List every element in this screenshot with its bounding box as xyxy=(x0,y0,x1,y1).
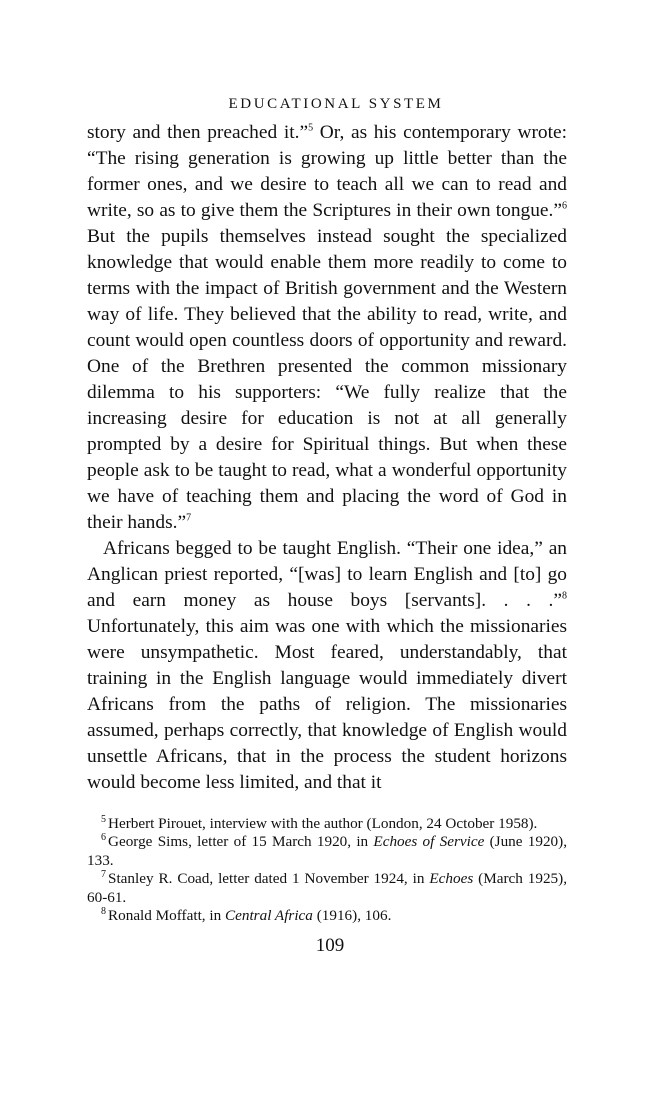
text-run: (March 1925), 60-61. xyxy=(87,870,567,906)
page-number: 109 xyxy=(315,935,345,957)
footnote-marker: 7 xyxy=(101,869,106,881)
footnote-reference: 5 xyxy=(308,122,314,134)
footnote-reference: 8 xyxy=(562,590,567,602)
text-run: (1916), 106. xyxy=(312,907,392,925)
text-run: (June 1920), 133. xyxy=(87,833,567,869)
text-run: Stanley R. Coad, letter dated 1 November 1924, in xyxy=(108,870,430,888)
body-text xyxy=(87,120,567,796)
text-run: Herbert Pirouet, interview with the author (London, 24 October 1958). xyxy=(108,815,538,832)
footnote-reference: 7 xyxy=(186,512,192,524)
footnote xyxy=(87,833,567,870)
footnote xyxy=(87,907,567,925)
italic-title: Echoes of Service xyxy=(373,833,485,851)
text-run: But the pupils themselves instead sought the specialized knowledge that would enable them more readily to come to terms with the impact of British government and the Western way of life. They believed that the ability to read, write, and count would open countless doors of opportunity and reward. One of the Brethren presented the common missionary dilemma to his supporters: “We fully realize that the increasing desire for education is not at all generally prompted by a desire for Spiritual things. But when these people ask to be taught to read, what a wonderful opportunity we have of teaching them and placing the word of God in their hands.” xyxy=(87,226,567,533)
footnote-marker: 6 xyxy=(101,832,106,844)
running-head: EDUCATIONAL SYSTEM xyxy=(228,96,444,112)
paragraph xyxy=(87,536,567,796)
footnote-reference: 6 xyxy=(562,200,567,212)
footnote-marker: 8 xyxy=(101,905,106,917)
footnote-marker: 5 xyxy=(101,813,106,825)
text-run: George Sims, letter of 15 March 1920, in xyxy=(108,833,374,851)
text-run: Unfortunately, this aim was one with which the missionaries were unsympathetic. Most feared, understandably, that training in the English language would immediately divert Africans from the paths of religion. The missionaries assumed, perhaps correctly, that knowledge of English would unsettle Africans, that in the process the student horizons would become less limited, and that it xyxy=(87,616,567,793)
text-run: Or, as his contemporary wrote: “The rising generation is growing up little better than the former ones, and we desire to teach all we can to read and write, so as to give them the Scriptures in their own tongue.” xyxy=(87,122,567,221)
italic-title: Central Africa xyxy=(225,907,313,925)
text-run: Africans begged to be taught English. “Their one idea,” an Anglican priest reported, “[was] to learn English and [to] go and earn money as house boys [servants]. . . .” xyxy=(87,538,567,611)
text-run: Ronald Moffatt, in xyxy=(108,907,225,925)
italic-title: Echoes xyxy=(429,870,474,888)
paragraph xyxy=(87,120,567,536)
text-run: story and then preached it.” xyxy=(87,122,309,143)
book-page xyxy=(87,96,567,957)
footnote xyxy=(87,815,567,833)
footnotes xyxy=(87,815,567,925)
footnote xyxy=(87,870,567,907)
